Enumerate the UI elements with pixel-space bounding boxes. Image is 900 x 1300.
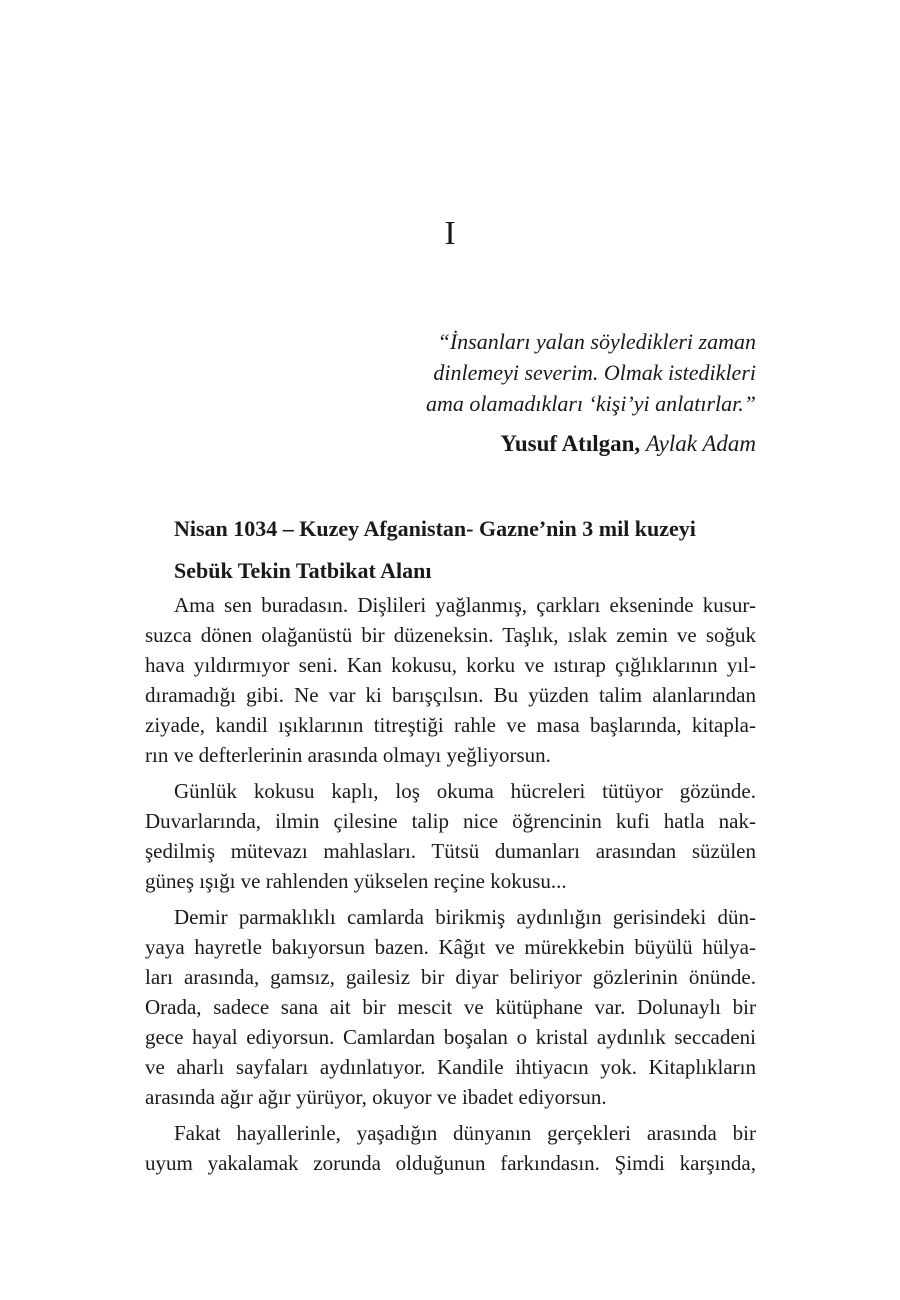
paragraph (145, 776, 756, 896)
text-line: yaya hayretle bakıyorsun bazen. Kâğıt ve mürekkebin büyülü hülya- (145, 935, 756, 959)
epigraph-line: dinlemeyi severim. Olmak istedikleri (433, 360, 756, 385)
text-line: ziyade, kandil ışıklarının titreştiği rahle ve masa başlarında, kitapla- (145, 713, 756, 737)
text-line: rın ve defterlerinin arasında olmayı yeğliyorsun. (145, 743, 551, 767)
text-line: hava yıldırmıyor seni. Kan kokusu, korku ve ıstırap çığlıklarının yıl- (145, 653, 756, 677)
text-line: dıramadığı gibi. Ne var ki barışçılsın. Bu yüzden talim alanlarından (145, 683, 756, 707)
text-line: arasında ağır ağır yürüyor, okuyor ve ibadet ediyorsun. (145, 1085, 607, 1109)
text-line: suzca dönen olağanüstü bir düzeneksin. Taşlık, ıslak zemin ve soğuk (145, 623, 756, 647)
text-line: güneş ışığı ve rahlenden yükselen reçine kokusu... (145, 869, 567, 893)
text-line: ları arasında, gamsız, gailesiz bir diyar beliriyor gözlerinin önünde. (145, 965, 756, 989)
body-text (145, 590, 756, 1184)
paragraph (145, 590, 756, 770)
text-line: Demir parmaklıklı camlarda birikmiş aydınlığın gerisindeki dün- (174, 905, 756, 929)
text-line: Duvarlarında, ilmin çilesine talip nice öğrencinin kufi hatla nak- (145, 809, 756, 833)
text-line: Günlük kokusu kaplı, loş okuma hücreleri tütüyor gözünde. (174, 779, 756, 803)
section-heading-location: Nisan 1034 – Kuzey Afganistan- Gazne’nin 3 mil kuzeyi (174, 516, 696, 541)
epigraph-line: ama olamadıkları ‘kişi’yi anlatırlar.” (426, 391, 756, 416)
section-heading-place: Sebük Tekin Tatbikat Alanı (174, 558, 432, 583)
epigraph (196, 326, 756, 460)
text-line: şedilmiş mütevazı mahlasları. Tütsü dumanları arasından süzülen (145, 839, 756, 863)
epigraph-author: Yusuf Atılgan, (500, 431, 641, 456)
paragraph (145, 1118, 756, 1178)
epigraph-work: Aylak Adam (645, 431, 756, 456)
text-line: uyum yakalamak zorunda olduğunun farkındasın. Şimdi karşında, (145, 1151, 756, 1175)
chapter-number: I (444, 215, 456, 252)
text-line: Fakat hayallerinle, yaşadığın dünyanın gerçekleri arasında bir (174, 1121, 756, 1145)
text-line: Orada, sadece sana ait bir mescit ve kütüphane var. Dolunaylı bir (145, 995, 756, 1019)
text-line: gece hayal ediyorsun. Camlardan boşalan o kristal aydınlık seccadeni (145, 1025, 756, 1049)
epigraph-attribution (196, 428, 756, 460)
epigraph-line: “İnsanları yalan söyledikleri zaman (437, 329, 756, 354)
paragraph (145, 902, 756, 1112)
text-line: Ama sen buradasın. Dişlileri yağlanmış, çarkları ekseninde kusur- (174, 593, 756, 617)
text-line: ve aharlı sayfaları aydınlatıyor. Kandile ihtiyacın yok. Kitaplıkların (145, 1055, 756, 1079)
